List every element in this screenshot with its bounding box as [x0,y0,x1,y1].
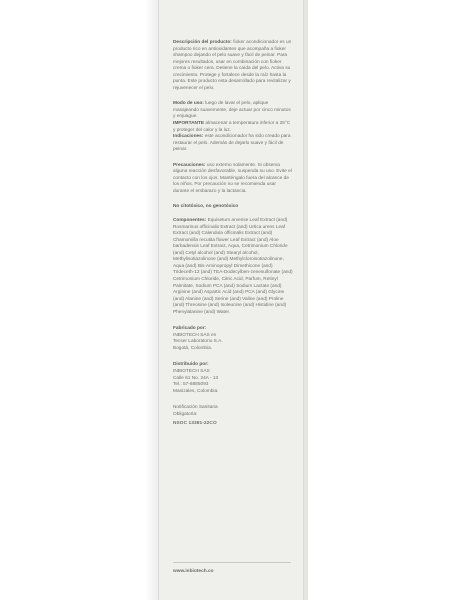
box-shadow [145,0,159,600]
registry-label-2: Obligatoria: [173,411,198,417]
registry-section [173,405,293,428]
components-text: Equisetum arvense Leaf Extract (and) Rosmarinus officinalis Extract (and) Urtica urens Leaf Extract (and) Calendula officinalis Extract (and) Chamomilla recutita flower Leaf Extract (and) Aloe barbadensis Leaf Extract, Aqua, Cetrimonium Chloride (and) Cetyl alcohol (and) Stearyl alcohol, Methylisotiazolinone (and) Methylcloroisotiazolinone, Aqua (and) Bis-Aminopropyl Dimethicone (and) Trideceth-12 (and) TEA-Dodecylben-zenesulfonate (and) Cetrimonium Chloride, Citric Acid, Parfum, Retinyl Palmitate, Sodium PCA (and) Sodium Lactate (and) Arginine (and) Aspartic Acid (and) PCA (and) Glycine (and) Alanine (and) Serine (and) Valine (and) Proline (and) Threonine (and) Isoleucine (and) Histidine (and) Phenylalanine (and) Water. [173,218,293,315]
website-url: www.inbiotech.co [173,569,214,574]
manufacturer-line: Bogotá, Colombia. [173,345,213,351]
manufacturer-section [173,326,293,352]
important-text: almacenar a temperatura inferior a 25°C y proteger del calor y la luz. [173,121,291,133]
indications-label: Indicaciones: [173,134,204,140]
usage-text: luego de lavar el pelo, aplique masajeando suavemente, deje actuar por cinco minutos y enjuague. [173,101,291,120]
components-section [173,218,293,316]
registry-label-1: Notificación Sanitaria [173,405,218,411]
description-text: fioker acondicionador es un producto rico en antioxidantes que acompaña a fioker shampoo dejando el pelo suave y fácil de peinar. Para mejores resultados, usar en combinación con fioker crema o fioker cera. Detiene la caída del pelo. Activa su crecimiento. Protege y fortalece desde la raíz hasta la punta. Este producto esta desarrollado para revitalizar y rejuvenecer el pelo. [173,40,292,91]
distributor-section [173,362,293,395]
distributor-line: Tel.: 57-6885093 [173,382,209,388]
precautions-section [173,163,293,196]
registry-code: NSOC 13381-22CO [173,421,217,427]
manufacturer-label: Fabricado por: [173,326,207,332]
precautions-label: Precauciones: [173,162,206,168]
distributor-line: Manizales, Colombia. [173,388,219,394]
distributor-line: Calle 61 No. 24A - 13 [173,375,219,381]
package-edge [304,0,308,600]
description-label: Descripción del producto: [173,40,232,45]
manufacturer-line: Tecser Laboratorio S.A. [173,339,223,345]
usage-label: Modo de uso: [173,101,204,107]
label-text-block [173,40,293,434]
not-toxic-note: No citotóxico, no genotóxico [173,204,239,210]
description-section [173,40,293,92]
manufacturer-line: INBIOTECH SAS en [173,332,217,338]
footer-divider [173,562,291,563]
precautions-text: uso externo solamente. Si observa alguna reacción desfavorable, suspenda su uso. Evite el contacto con los ojos. Manténgalo fuera del alcance de los niños. Por precaución no se recomienda usar durante el embarazo y la lactancia. [173,162,292,194]
distributor-line: INBIOTECH SAS [173,368,210,374]
usage-section [173,101,293,153]
distributor-label: Distribuido por: [173,362,209,368]
important-label: IMPORTANTE [173,121,205,127]
components-label: Componentes: [173,218,207,224]
indications-text: este acondicionador ha sido creado para restaurar el pelo. Además de dejarlo suave y fácil de peinar. [173,134,291,153]
